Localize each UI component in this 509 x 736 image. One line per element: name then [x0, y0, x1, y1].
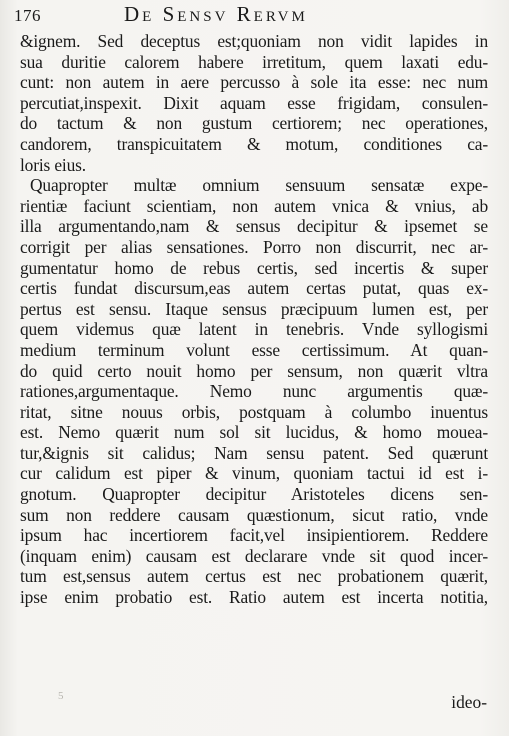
text-line: candorem, transpicuitatem & motum, conditiones ca- [20, 133, 488, 154]
text-line: &ignem. Sed deceptus est;quoniam non vidit lapides in [20, 31, 488, 51]
text-line: sua duritie calorem habere irretitum, quem laxati edu- [20, 51, 488, 72]
text-line: illa argumentando,nam & sensus decipitur & ipsemet se [20, 216, 488, 237]
page-number: 176 [14, 6, 41, 25]
text-line: rationes,argumentaque. Nemo nunc argumentis quæ- [20, 381, 488, 402]
text-line: est. Nemo quærit num sol sit lucidus, & homo mouea- [20, 422, 488, 443]
text-line: (inquam enim) causam est declarare vnde sit quod incer- [20, 545, 488, 566]
running-title: De Sensv Rervm [124, 2, 308, 26]
text-line: do tactum & non gustum certiorem; nec operationes, [20, 113, 488, 134]
text-line: corrigit per alias sensationes. Porro non discurrit, nec ar- [20, 236, 488, 257]
text-line: certis fundat discursum,eas autem certas putat, quas ex- [20, 278, 488, 299]
text-line: medium terminum volunt esse certissimum. At quan- [20, 339, 488, 360]
text-line: rientiæ faciunt scientiam, non autem vnica & vnius, ab [20, 195, 488, 216]
signature-mark: 5 [58, 690, 64, 702]
text-line: cunt: non autem in aere percusso à sole ita esse: nec num [20, 72, 488, 93]
text-line: ipsum hac incertiorem facit,vel insipientiorem. Reddere [20, 525, 488, 546]
page-header [14, 2, 495, 28]
catchword: ideo- [451, 692, 487, 712]
text-line: tur,&ignis sit calidus; Nam sensu patent. Sed quærunt [20, 442, 488, 463]
text-line: pertus est sensu. Itaque sensus præcipuum lumen est, per [20, 298, 488, 319]
text-line: ipse enim probatio est. Ratio autem est incerta notitia, [20, 587, 488, 608]
text-line: quem videmus quæ latent in tenebris. Vnde syllogismi [20, 319, 488, 340]
text-line: Quapropter multæ omnium sensuum sensatæ expe- [30, 175, 488, 196]
text-line: sum non reddere causam quæstionum, sicut ratio, vnde [20, 504, 488, 525]
body-text [20, 31, 488, 608]
text-line: tum est,sensus autem certus est nec probationem quærit, [20, 566, 488, 587]
text-line: cur calidum est piper & vinum, quoniam tactui id est i- [20, 463, 488, 484]
text-line: gumentatur homo de rebus certis, sed incertis & super [20, 257, 488, 278]
text-line: ritat, sitne nouus orbis, postquam à columbo inuentus [20, 401, 488, 422]
text-line: loris eius. [20, 154, 86, 175]
text-line: gnotum. Quapropter decipitur Aristoteles dicens sen- [20, 484, 488, 505]
text-line: percutiat,inspexit. Dixit aquam esse frigidam, consulen- [20, 92, 488, 113]
text-line: do quid certo nouit homo per sensum, non quærit vltra [20, 360, 488, 381]
